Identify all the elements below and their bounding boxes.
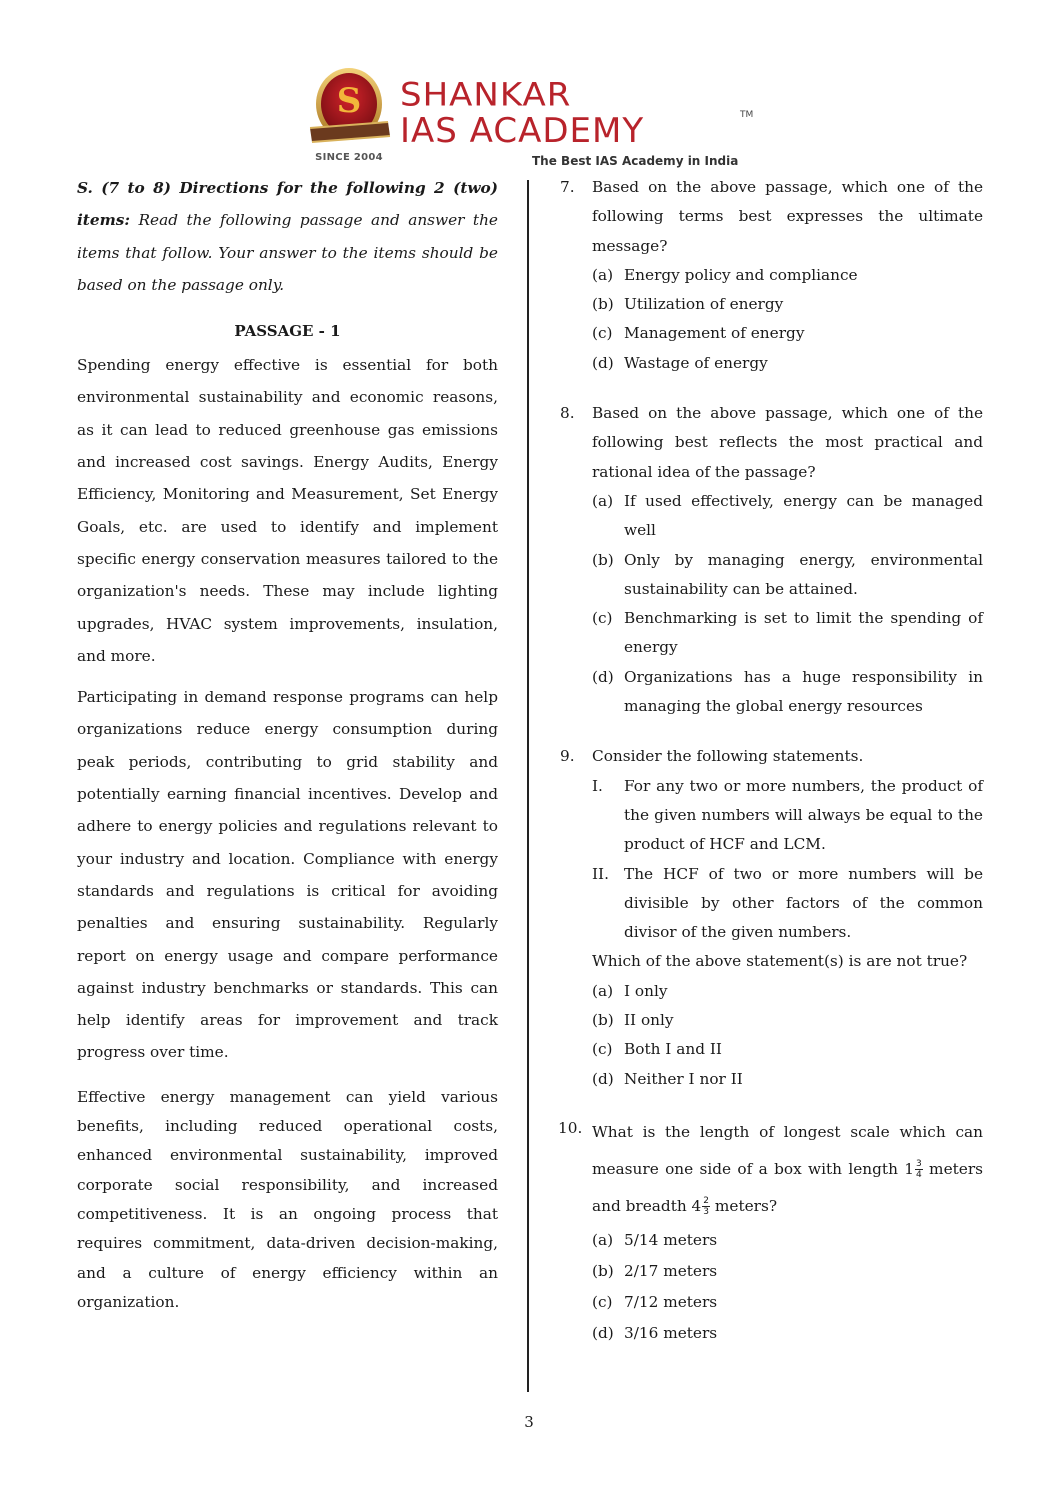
option <box>592 663 983 722</box>
option-label: (d) <box>592 1323 614 1342</box>
brand-name-line1: SHANKAR <box>400 76 572 114</box>
option-label: (a) <box>592 491 614 510</box>
option-label: (d) <box>592 667 614 686</box>
option-text: 2/17 meters <box>624 1261 718 1280</box>
option-text: Management of energy <box>624 324 805 343</box>
page-number: 3 <box>524 1413 534 1431</box>
question-7 <box>560 173 983 378</box>
questions-column <box>560 172 983 1349</box>
fraction-numerator: 3 <box>916 1159 922 1170</box>
question-number: 10. <box>558 1118 583 1137</box>
option-label: (c) <box>592 1292 613 1311</box>
option-text: Wastage of energy <box>624 353 768 372</box>
passage-paragraph: Spending energy effective is essential for both environmental sustainability and economic reasons, as it can lead to reduced greenhouse gas emissions and increased cost savings. Energy Audits, Energy Efficiency, Monitoring and Measurement, Set Energy Goals, etc. are used to identify and implement specific energy conservation measures tailored to the organization's needs. These may include lighting upgrades, HVAC system improvements, insulation, and more. <box>77 356 498 665</box>
directions-heading: S. (7 to 8) Directions for the following 2 (two) items: <box>77 179 498 230</box>
option <box>592 319 983 348</box>
question-9 <box>560 742 983 1094</box>
option <box>592 1287 983 1318</box>
fraction <box>915 1159 923 1180</box>
option-label: (b) <box>592 1011 614 1030</box>
option <box>592 1256 983 1287</box>
fraction-numerator: 2 <box>703 1196 710 1207</box>
option-text: Neither I nor II <box>624 1069 743 1088</box>
question-text: Based on the above passage, which one of the following best reflects the most practical and rational idea of the passage? <box>592 404 983 481</box>
option <box>592 261 983 290</box>
question-text: Consider the following statements. <box>592 747 864 766</box>
question-8 <box>560 399 983 721</box>
statement-label: I. <box>592 776 603 795</box>
option <box>592 1006 983 1035</box>
option-text: Only by managing energy, environmental sustainability can be attained. <box>624 550 983 598</box>
column-divider <box>527 180 529 1392</box>
option-label: (c) <box>592 609 613 628</box>
option-label: (a) <box>592 265 614 284</box>
option-label: (d) <box>592 1069 614 1088</box>
statement-text: The HCF of two or more numbers will be divisible by other factors of the common divisor of the given numbers. <box>624 864 983 942</box>
statement <box>592 860 983 948</box>
option-text: II only <box>624 1011 674 1030</box>
option <box>592 487 983 546</box>
option-text: Benchmarking is set to limit the spending of energy <box>624 609 983 657</box>
passage-column <box>77 172 498 1317</box>
option <box>592 1225 983 1256</box>
passage-title: PASSAGE - 1 <box>234 322 341 341</box>
option-text: 3/16 meters <box>624 1323 718 1342</box>
option-text: 5/14 meters <box>624 1230 718 1249</box>
option-text: Utilization of energy <box>624 295 784 314</box>
statement-label: II. <box>592 864 609 883</box>
fraction-denominator: 4 <box>916 1170 922 1181</box>
question-text: Based on the above passage, which one of the following terms best expresses the ultimate message? <box>592 178 983 255</box>
option-text: I only <box>624 981 668 1000</box>
option <box>592 290 983 319</box>
option <box>592 604 983 663</box>
option <box>592 546 983 605</box>
since-year: SINCE 2004 <box>315 152 383 163</box>
option-label: (c) <box>592 1040 613 1059</box>
option-label: (b) <box>592 295 614 314</box>
passage-paragraph: Effective energy management can yield various benefits, including reduced operational costs, enhanced environmental sustainability, improved corporate social responsibility, and increased competitiveness. It is an ongoing process that requires commitment, data-driven decision-making, and a culture of energy efficiency within an organization. <box>77 1087 498 1311</box>
option-label: (d) <box>592 353 614 372</box>
question-number: 8. <box>560 404 575 423</box>
option-label: (a) <box>592 981 614 1000</box>
option <box>592 1035 983 1064</box>
option-text: 7/12 meters <box>624 1292 718 1311</box>
option <box>592 1318 983 1349</box>
question-text <box>592 1114 983 1225</box>
question-number: 9. <box>560 747 575 766</box>
directions-text: Read the following passage and answer the items that follow. Your answer to the items should be based on the passage only. <box>77 211 498 294</box>
brand-name-line2: IAS ACADEMY <box>400 111 645 151</box>
trademark-mark: TM <box>740 110 754 120</box>
academy-logo <box>300 64 760 172</box>
fraction-denominator: 3 <box>703 1207 710 1218</box>
brand-tagline: The Best IAS Academy in India <box>532 154 739 168</box>
option-text: If used effectively, energy can be managed well <box>624 491 983 540</box>
svg-text:S: S <box>336 81 362 121</box>
question-number: 7. <box>560 178 575 196</box>
question-text-part: meters? <box>710 1196 778 1215</box>
option <box>592 977 983 1006</box>
option-text: Both I and II <box>624 1040 722 1059</box>
option-label: (a) <box>592 1230 614 1249</box>
academy-emblem-icon <box>306 66 392 156</box>
question-text-part: What is the length of longest scale which can measure one side of a box with length 1 <box>592 1122 983 1178</box>
option <box>592 1065 983 1094</box>
option-label: (c) <box>592 324 613 343</box>
option-label: (b) <box>592 550 614 569</box>
option-text: Energy policy and compliance <box>624 265 858 284</box>
passage-paragraph: Participating in demand response programs can help organizations reduce energy consumption during peak periods, contributing to grid stability and potentially earning financial incentives. Develop and adhere to energy policies and regulations relevant to your industry and location. Compliance with energy standards and regulations is critical for avoiding penalties and ensuring sustainability. Regularly report on energy usage and compare performance against industry benchmarks or standards. This can help identify areas for improvement and track progress over time. <box>77 688 498 1062</box>
question-text-part: meters and breadth 4 <box>592 1159 983 1215</box>
question-10 <box>560 1114 983 1349</box>
directions <box>77 172 498 301</box>
option <box>592 349 983 378</box>
question-prompt: Which of the above statement(s) is are not true? <box>592 952 968 971</box>
statement <box>592 772 983 860</box>
option-text: Organizations has a huge responsibility in managing the global energy resources <box>624 667 983 716</box>
statement-text: For any two or more numbers, the product of the given numbers will always be equal to the product of HCF and LCM. <box>624 776 983 854</box>
fraction <box>702 1196 710 1217</box>
option-label: (b) <box>592 1261 614 1280</box>
